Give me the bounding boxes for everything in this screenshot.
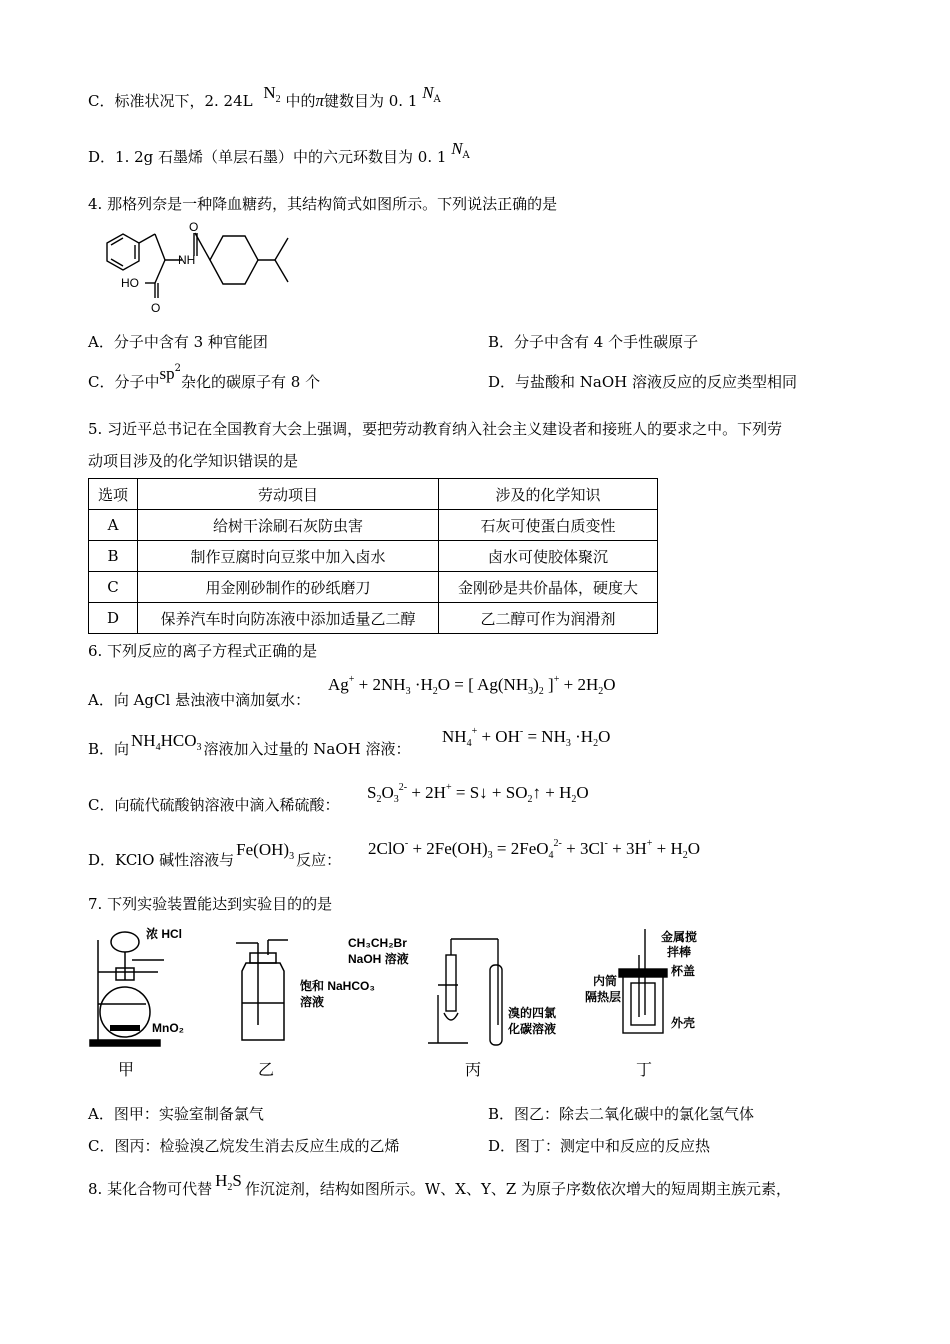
figure-bing (348, 925, 573, 1050)
svg-text:外壳: 外壳 (671, 1016, 696, 1030)
caption-ding: 丁 (636, 1060, 653, 1079)
structure-label-ho: HO (121, 276, 139, 290)
q6-d-equation: $2ClO^- + 2Fe(OH)_3 = 2FeO_4^{2-} + 3Cl^- + 3H^+ + H_2O$ (368, 838, 701, 861)
q5-stem-line1: 5. 习近平总书记在全国教育大会上强调，要把劳动教育纳入社会主义建设者和接班人的要求之中。下列劳 (88, 420, 783, 438)
structure-label-o2: O (151, 301, 161, 315)
q6-option-a: A．向 AgCl 悬浊液中滴加氨水： (88, 691, 311, 709)
table-row: C 用金刚砂制作的砂纸磨刀 金刚砂是共价晶体，硬度大 (89, 572, 658, 603)
table-header-row: 选项 劳动项目 涉及的化学知识 (89, 479, 658, 510)
table-row: D 保养汽车时向防冻液中添加适量乙二醇 乙二醇可作为润滑剂 (89, 603, 658, 634)
q7-stem: 7. 下列实验装置能达到实验目的的是 (88, 895, 333, 913)
svg-text:溴的四氯: 溴的四氯 (508, 1006, 557, 1020)
svg-text:拌棒: 拌棒 (667, 945, 692, 959)
q7-option-d: D．图丁：测定中和反应的反应热 (488, 1137, 711, 1155)
q6-c-equation: $S_2O_3^{2-} + 2H^+$ = S↓ + $SO_2↑ + H_2O$ (367, 782, 589, 805)
q3-option-c: C．标准状况下，2. 24L $N_2$ 中的π键数目为 0. 1 $N^A$ (88, 83, 441, 110)
q6-stem: 6. 下列反应的离子方程式正确的是 (88, 642, 318, 660)
table-row: B 制作豆腐时向豆浆中加入卤水 卤水可使胶体聚沉 (89, 541, 658, 572)
caption-jia: 甲 (118, 1060, 135, 1079)
svg-text:饱和 NaHCO₃: 饱和 NaHCO₃ (300, 979, 375, 993)
q8-stem: 8. 某化合物可代替 $H_2S$ 作沉淀剂，结构如图所示。W、X、Y、Z 为原子序数依次增大的短周期主族元素， (88, 1171, 792, 1198)
q6-option-b: B．向 $NH_4HCO_3$ 溶液加入过量的 NaOH 溶液： (88, 731, 411, 758)
svg-text:浓 HCl: 浓 HCl (146, 927, 183, 941)
q7-option-c: C．图丙：检验溴乙烷发生消去反应生成的乙烯 (88, 1137, 400, 1155)
q7-option-a: A．图甲：实验室制备氯气 (88, 1105, 264, 1123)
q6-a-equation: $Ag^+ + 2NH_3 \cdot H_2O$ = [ $Ag(NH_3)_2$ ]$^+ + 2H_2O$ (328, 674, 616, 697)
q4-option-d: D．与盐酸和 NaOH 溶液反应的反应类型相同 (488, 373, 798, 391)
figure-jia (88, 920, 208, 1050)
svg-text:杯盖: 杯盖 (671, 964, 696, 978)
svg-text:MnO₂: MnO₂ (152, 1021, 184, 1035)
svg-text:CH₃CH₂Br: CH₃CH₂Br (348, 936, 407, 950)
caption-bing: 丙 (465, 1060, 482, 1079)
svg-text:化碳溶液: 化碳溶液 (508, 1022, 557, 1036)
q6-option-d: D．KClO 碱性溶液与$Fe(OH)_3$ 反应： (88, 840, 342, 869)
svg-text:隔热层: 隔热层 (585, 990, 622, 1004)
figure-ding (583, 925, 733, 1045)
n2-formula: N (263, 83, 276, 102)
caption-yi: 乙 (258, 1060, 275, 1079)
q6-b-equation: $NH_4^+ + OH^- = NH_3 \cdot H_2O$ (442, 726, 611, 749)
structure-label-nh: NH (178, 253, 196, 267)
svg-text:溶液: 溶液 (300, 995, 325, 1009)
q3-c-text: C．标准状况下，2. 24L (88, 92, 253, 110)
q5-table (88, 478, 658, 634)
q5-stem-line2: 动项目涉及的化学知识错误的是 (88, 452, 299, 470)
q7-option-b: B．图乙：除去二氧化碳中的氯化氢气体 (488, 1105, 755, 1123)
q4-stem: 4. 那格列奈是一种降血糖药，其结构简式如图所示。下列说法正确的是 (88, 195, 558, 213)
svg-text:NaOH 溶液: NaOH 溶液 (348, 952, 409, 966)
q4-option-a: A．分子中含有 3 种官能团 (88, 333, 268, 351)
q6-option-c: C．向硫代硫酸钠溶液中滴入稀硫酸： (88, 796, 340, 814)
nateglinide-structure (85, 218, 310, 318)
structure-label-o: O (189, 220, 199, 234)
table-row: A 给树干涂刷石灰防虫害 石灰可使蛋白质变性 (89, 510, 658, 541)
q4-option-c: C．分子中$sp^2$杂化的碳原子有 8 个 (88, 363, 321, 391)
svg-text:金属搅: 金属搅 (661, 930, 698, 944)
q3-option-d: D．1. 2g 石墨烯（单层石墨）中的六元环数目为 0. 1 $N^A$ (88, 139, 470, 166)
q4-option-b: B．分子中含有 4 个手性碳原子 (488, 333, 699, 351)
svg-text:内筒: 内筒 (593, 974, 618, 988)
